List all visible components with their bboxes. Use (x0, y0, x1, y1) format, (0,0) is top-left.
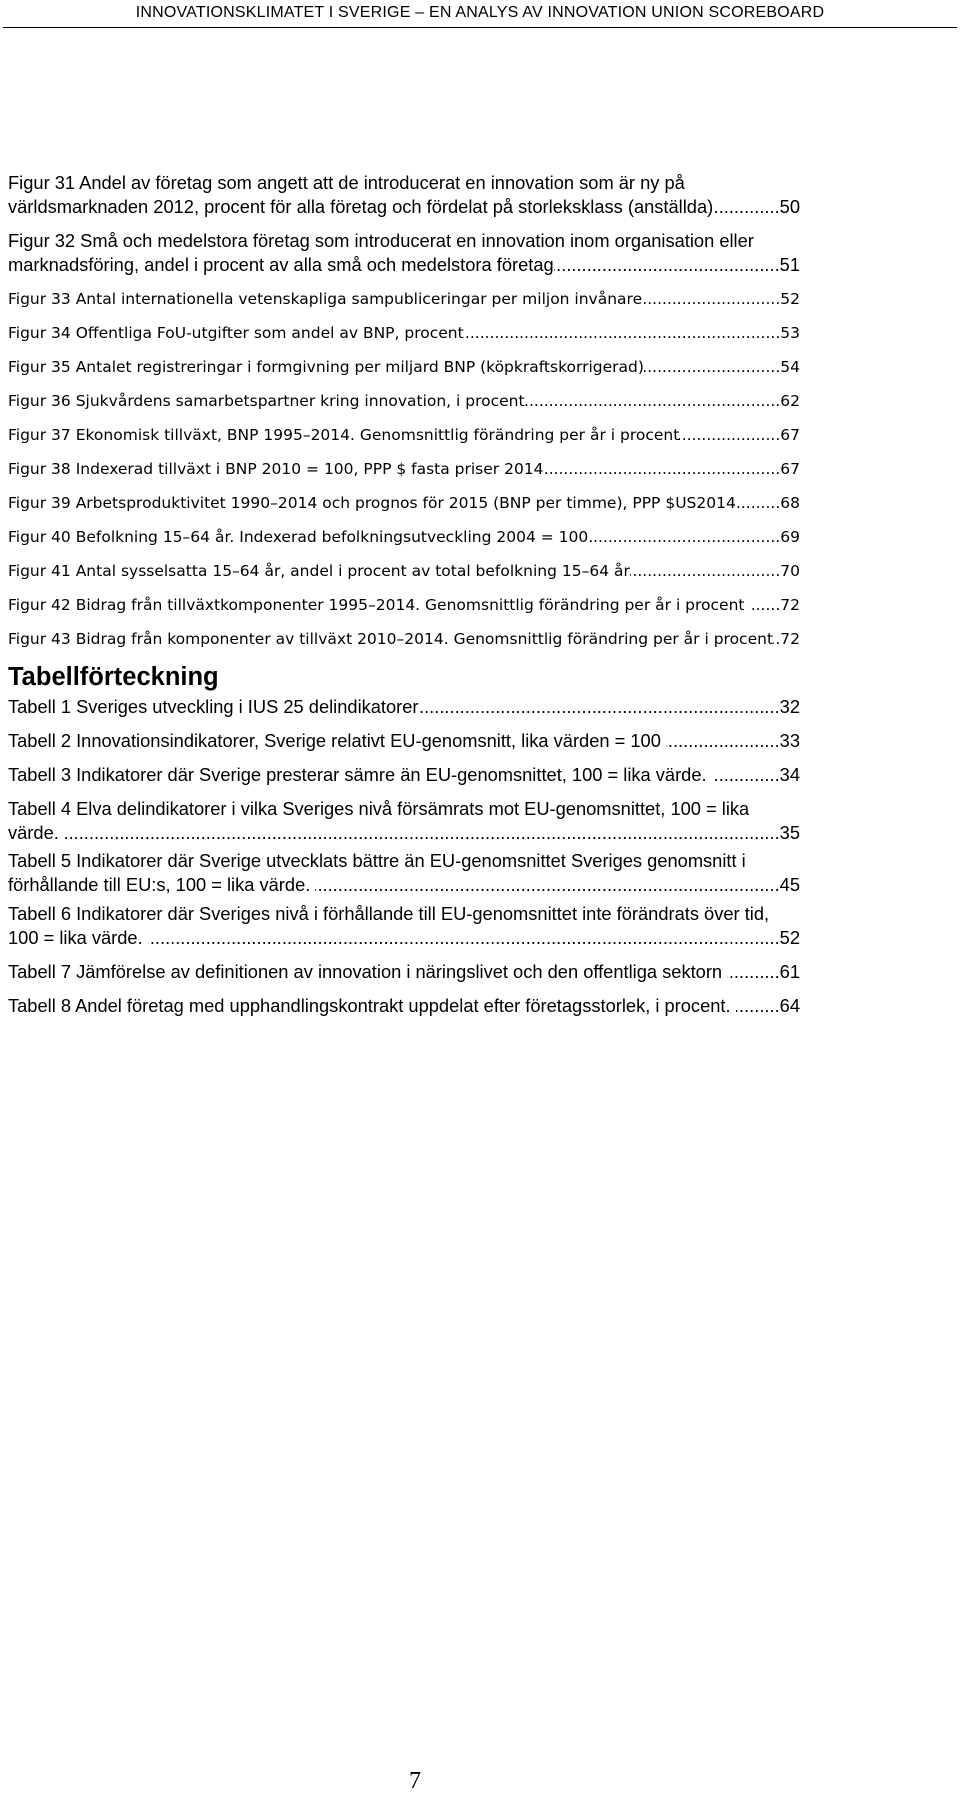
dot-leader (713, 195, 779, 219)
toc-entry-figur-42[interactable] (8, 593, 800, 617)
entry-text: förhållande till EU:s, 100 = lika värde. (8, 874, 311, 895)
entry-text: Figur 33 Antal internationella vetenskapliga sampubliceringar per miljon invånare (8, 290, 643, 308)
entry-last-line (8, 994, 800, 1018)
entry-text: världsmarknaden 2012, procent för alla företag och fördelat på storleksklass (anställda) (8, 196, 714, 217)
entry-text: Figur 34 Offentliga FoU-utgifter som andel av BNP, procent (8, 324, 464, 342)
entry-text: Tabell 8 Andel företag med upphandlingskontrakt uppdelat efter företagsstorlek, i procent. (8, 995, 731, 1016)
entry-last-line (8, 695, 800, 719)
entry-page-number: 32 (779, 696, 800, 717)
entry-text-line: Tabell 5 Indikatorer där Sverige utvecklats bättre än EU-genomsnittet Sveriges genomsnitt i (8, 850, 746, 871)
entry-page-number: 68 (780, 494, 800, 512)
toc-entry-tabell-6[interactable] (8, 902, 800, 950)
toc-entry-figur-31[interactable] (8, 171, 800, 219)
toc-entry-figur-34[interactable] (8, 321, 800, 345)
toc-entry-figur-38[interactable] (8, 457, 800, 481)
entry-last-line (8, 821, 800, 845)
dot-leader (64, 821, 780, 845)
dot-leader (630, 559, 780, 583)
entry-text-line: Tabell 4 Elva delindikatorer i vilka Sveriges nivå försämrats mot EU-genomsnittet, 100 = lika (8, 798, 750, 819)
entry-text: Figur 41 Antal sysselsatta 15–64 år, andel i procent av total befolkning 15–64 år (8, 562, 630, 580)
entry-text: Figur 36 Sjukvårdens samarbetspartner kring innovation, i procent (8, 392, 525, 410)
entry-last-line (8, 195, 800, 219)
entry-text: marknadsföring, andel i procent av alla små och medelstora företag (8, 254, 554, 275)
entry-page-number: 53 (780, 324, 800, 342)
entry-last-line (8, 593, 800, 617)
toc-entry-tabell-8[interactable] (8, 994, 800, 1018)
entry-text: Tabell 3 Indikatorer där Sverige presterar sämre än EU-genomsnittet, 100 = lika värde. (8, 764, 707, 785)
toc-entry-figur-36[interactable] (8, 389, 800, 413)
entry-last-line (8, 253, 800, 277)
toc-entry-tabell-3[interactable] (8, 763, 800, 787)
entry-last-line (8, 926, 800, 950)
entry-text-line: Figur 31 Andel av företag som angett att de introducerat en innovation som är ny på (8, 172, 685, 193)
entry-last-line (8, 729, 800, 753)
entry-last-line (8, 389, 800, 413)
dot-leader (593, 525, 780, 549)
entry-text: 100 = lika värde. (8, 927, 143, 948)
page-number: 7 (409, 1768, 421, 1794)
toc-entry-figur-43[interactable] (8, 627, 800, 651)
entry-page-number: 61 (779, 961, 800, 982)
entry-text: Figur 42 Bidrag från tillväxtkomponenter 1995–2014. Genomsnittlig förändring per år i procent (8, 596, 745, 614)
dot-leader (642, 287, 780, 311)
entry-text: Figur 35 Antalet registreringar i formgivning per miljard BNP (köpkraftskorrigerad) (8, 358, 644, 376)
header-rule (3, 27, 957, 28)
entry-text: Figur 39 Arbetsproduktivitet 1990–2014 och prognos för 2015 (BNP per timme), PPP $US2014 (8, 494, 736, 512)
dot-leader (148, 926, 780, 950)
running-header: INNOVATIONSKLIMATET I SVERIGE – EN ANALYS AV INNOVATION UNION SCOREBOARD (135, 4, 825, 21)
entry-last-line (8, 559, 800, 583)
entry-last-line (8, 873, 800, 897)
entry-last-line (8, 457, 800, 481)
entry-last-line (8, 525, 800, 549)
entry-page-number: 51 (779, 254, 800, 275)
entry-page-number: 67 (780, 426, 800, 444)
toc-entry-figur-39[interactable] (8, 491, 800, 515)
toc-entry-tabell-2[interactable] (8, 729, 800, 753)
entry-last-line (8, 423, 800, 447)
dot-leader (727, 960, 780, 984)
toc-entry-figur-33[interactable] (8, 287, 800, 311)
toc-entry-tabell-7[interactable] (8, 960, 800, 984)
entry-text-line: Tabell 6 Indikatorer där Sveriges nivå i förhållande till EU-genomsnittet inte förändrats över tid, (8, 903, 770, 924)
toc-entry-figur-37[interactable] (8, 423, 800, 447)
entry-text: Tabell 1 Sveriges utveckling i IUS 25 delindikatorer (8, 696, 419, 717)
entry-page-number: 72 (780, 596, 800, 614)
entry-page-number: 52 (779, 927, 800, 948)
entry-last-line (8, 355, 800, 379)
dot-leader (525, 389, 781, 413)
dot-leader (773, 627, 780, 651)
entry-page-number: 52 (780, 290, 800, 308)
toc-entry-figur-32[interactable] (8, 229, 800, 277)
entry-last-line (8, 960, 800, 984)
entry-page-number: 67 (780, 460, 800, 478)
toc-entry-tabell-4[interactable] (8, 797, 800, 845)
entry-text: Figur 37 Ekonomisk tillväxt, BNP 1995–2014. Genomsnittlig förändring per år i procent (8, 426, 680, 444)
toc-entry-tabell-5[interactable] (8, 849, 800, 897)
entry-text-line: Figur 32 Små och medelstora företag som introducerat en innovation inom organisation eller (8, 230, 754, 251)
entry-text: Tabell 2 Innovationsindikatorer, Sverige relativt EU-genomsnitt, lika värden = 100 (8, 730, 661, 751)
dot-leader (419, 695, 780, 719)
entry-last-line (8, 287, 800, 311)
dot-leader (712, 763, 780, 787)
entry-text: Figur 38 Indexerad tillväxt i BNP 2010 = 100, PPP $ fasta priser 2014 (8, 460, 544, 478)
dot-leader (679, 423, 780, 447)
entry-page-number: 50 (779, 196, 800, 217)
entry-text: värde. (8, 822, 59, 843)
entry-last-line (8, 321, 800, 345)
toc-entry-tabell-1[interactable] (8, 695, 800, 719)
dot-leader (666, 729, 780, 753)
entry-page-number: 35 (779, 822, 800, 843)
entry-last-line (8, 627, 800, 651)
entry-text: Figur 40 Befolkning 15–64 år. Indexerad befolkningsutveckling 2004 = 100. (8, 528, 594, 546)
toc-entry-figur-41[interactable] (8, 559, 800, 583)
entry-page-number: 62 (780, 392, 800, 410)
entry-page-number: 70 (780, 562, 800, 580)
toc-entry-figur-35[interactable] (8, 355, 800, 379)
dot-leader (736, 994, 780, 1018)
entry-page-number: 33 (779, 730, 800, 751)
dot-leader (644, 355, 780, 379)
toc-entry-figur-40[interactable] (8, 525, 800, 549)
entry-page-number: 72 (780, 630, 800, 648)
entry-page-number: 64 (779, 995, 800, 1016)
entry-page-number: 45 (779, 874, 800, 895)
dot-leader (315, 873, 779, 897)
dot-leader (464, 321, 781, 345)
entry-last-line (8, 763, 800, 787)
entry-page-number: 69 (780, 528, 800, 546)
dot-leader (750, 593, 781, 617)
entry-page-number: 34 (779, 764, 800, 785)
dot-leader (554, 253, 780, 277)
dot-leader (544, 457, 781, 481)
entry-text: Figur 43 Bidrag från komponenter av tillväxt 2010–2014. Genomsnittlig förändring per år i procent (8, 630, 774, 648)
entry-last-line (8, 491, 800, 515)
dot-leader (736, 491, 780, 515)
list-of-tables-heading: Tabellförteckning (8, 663, 219, 691)
entry-page-number: 54 (780, 358, 800, 376)
entry-text: Tabell 7 Jämförelse av definitionen av innovation i näringslivet och den offentliga sektorn (8, 961, 723, 982)
